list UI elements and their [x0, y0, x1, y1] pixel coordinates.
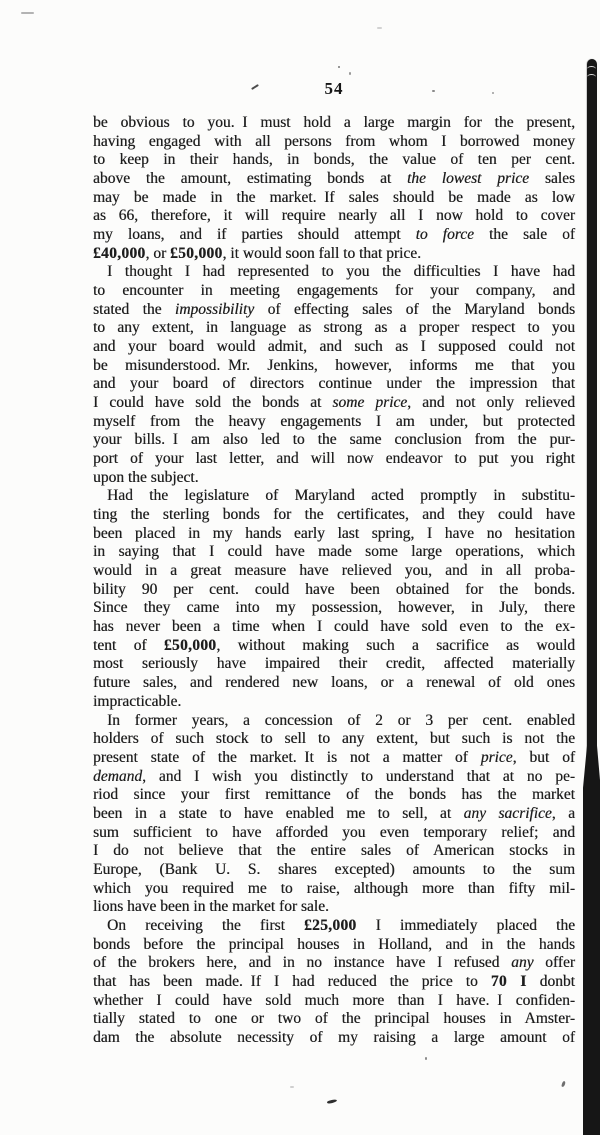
scan-speck [561, 1081, 566, 1088]
text-line: tent of £50,000, without making such a sacrifice as would [93, 636, 576, 654]
text-line: of the brokers here, and in no instance have I refused any offer [93, 954, 575, 972]
text-line: riod since your first remittance of the bonds has the market [93, 786, 575, 804]
text-line: and your board would admit, and such as I supposed could not [93, 338, 575, 356]
scan-speck [290, 1086, 294, 1088]
text-line: whether I could have sold much more than I have. I confiden- [93, 991, 575, 1009]
paragraph [93, 487, 575, 711]
scan-speck [21, 12, 34, 14]
text-line: Had the legislature of Maryland acted promptly in substitu- [107, 487, 575, 505]
text-line: ting the sterling bonds for the certificates, and they could have [93, 506, 575, 524]
text-line: be misunderstood. Mr. Jenkins, however, informs me that you [93, 356, 575, 374]
text-line: Since they came into my possession, however, in July, there [93, 599, 575, 617]
paragraph [93, 114, 575, 263]
text-line: future sales, and rendered new loans, or a renewal of old ones [93, 674, 575, 692]
text-line: I thought I had represented to you the difficulties I have had [107, 263, 575, 281]
text-line: which you required me to raise, although more than fifty mil- [93, 879, 575, 897]
text-line: myself from the heavy engagements I am under, but protected [93, 412, 575, 430]
text-line: that has been made. If I had reduced the price to 70 I donbt [93, 972, 575, 990]
text-line: your bills. I am also led to the same conclusion from the pur- [93, 431, 575, 449]
paragraph [93, 712, 575, 917]
text-line: be obvious to you. I must hold a large margin for the present, [93, 114, 575, 131]
text-line: On receiving the first £25,000 I immediately placed the [107, 916, 575, 934]
text-line: stated the impossibility of effecting sales of the Maryland bonds [93, 300, 575, 318]
text-line: tially stated to one or two of the principal houses in Amster- [93, 1010, 575, 1028]
scan-speck [492, 92, 494, 94]
scan-speck [349, 72, 351, 75]
paragraph [93, 917, 575, 1048]
text-line: in saying that I could have made some large operations, which [93, 543, 575, 561]
paragraph [93, 263, 575, 487]
scan-speck [338, 66, 340, 68]
text-line: lions have been in the market for sale. [93, 898, 329, 916]
text-line: my loans, and if parties should attempt to force the sale of [93, 226, 575, 244]
text-line: port of your last letter, and will now endeavor to put you right [93, 450, 575, 468]
text-line: most seriously have impaired their credit, affected materially [93, 655, 575, 673]
page-number: 54 [324, 79, 344, 98]
text-line: may be made in the market. If sales should be made as low [93, 188, 575, 206]
text-line: dam the absolute necessity of my raising a large amount of [93, 1028, 575, 1046]
text-line: present state of the market. It is not a matter of price, but of [93, 748, 575, 766]
text-line: to encounter in meeting engagements for your company, and [93, 282, 575, 300]
text-line: I could have sold the bonds at some price, and not only relieved [93, 394, 576, 412]
text-line: as 66, therefore, it will require nearly all I now hold to cover [93, 207, 575, 225]
text-line: has never been a time when I could have sold even to the ex- [93, 618, 575, 636]
text-line: I do not believe that the entire sales of American stocks in [93, 842, 575, 860]
text-line: bility 90 per cent. could have been obtained for the bonds. [93, 580, 575, 598]
text-line: Europe, (Bank U. S. shares excepted) amounts to the sum [93, 860, 575, 878]
text-line: above the amount, estimating bonds at the lowest price sales [93, 170, 575, 188]
text-line: been placed in my hands early last spring, I have no hesitation [93, 524, 575, 542]
scan-speck [377, 27, 382, 29]
text-line: to keep in their hands, in bonds, the value of ten per cent. [93, 151, 575, 169]
text-line: bonds before the principal houses in Holland, and in the hands [93, 935, 575, 953]
scan-speck [432, 90, 435, 92]
text-line: to any extent, in language as strong as a proper respect to you [93, 319, 575, 337]
scan-speck [425, 1057, 427, 1060]
text-line: and your board of directors continue under the impression that [93, 375, 575, 393]
text-line: £40,000, or £50,000, it would soon fall to that price. [93, 244, 421, 262]
text-line: holders of such stock to sell to any extent, but such is not the [93, 730, 575, 748]
scan-speck [327, 1099, 337, 1104]
text-line: demand, and I wish you distinctly to understand that at no pe- [93, 767, 575, 785]
text-line: In former years, a concession of 2 or 3 per cent. enabled [107, 711, 575, 729]
text-line: impracticable. [93, 692, 182, 710]
text-line: having engaged with all persons from whom I borrowed money [93, 132, 575, 150]
book-binding-shadow-bottom [583, 745, 600, 1135]
text-line: been in a state to have enabled me to sell, at any sacrifice, a [93, 804, 575, 822]
text-line: upon the subject. [93, 468, 199, 486]
letter-body [93, 114, 575, 1048]
text-line: sum sufficient to have afforded you even temporary relief; and [93, 823, 575, 841]
text-line: would in a great measure have relieved you, and in all proba- [93, 562, 575, 580]
